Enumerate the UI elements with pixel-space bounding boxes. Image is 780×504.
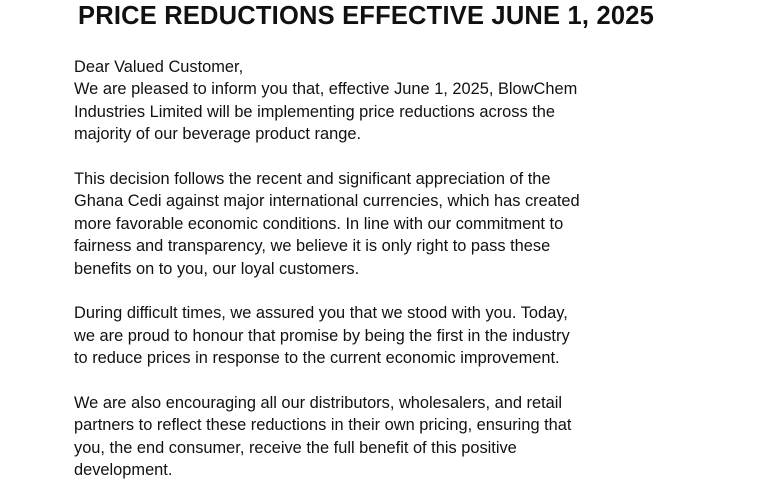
text-line: Ghana Cedi against major international currencies, which has created: [74, 192, 580, 211]
paragraph-partners: [74, 392, 694, 482]
text-line: fairness and transparency, we believe it is only right to pass these: [74, 237, 551, 256]
paragraph-announcement: [74, 78, 694, 145]
text-line: partners to reflect these reductions in their own pricing, ensuring that: [74, 416, 572, 435]
text-line: we are proud to honour that promise by being the first in the industry: [74, 326, 570, 345]
text-line: We are also encouraging all our distributors, wholesalers, and retail: [74, 394, 563, 413]
text-line: majority of our beverage product range.: [74, 125, 361, 144]
text-line: We are pleased to inform you that, effective June 1, 2025, BlowChem: [74, 80, 578, 99]
text-line: development.: [74, 461, 173, 480]
text-line: to reduce prices in response to the current economic improvement.: [74, 349, 560, 368]
text-line: you, the end consumer, receive the full benefit of this positive: [74, 438, 517, 457]
text-line: benefits on to you, our loyal customers.: [74, 259, 360, 278]
text-line: This decision follows the recent and significant appreciation of the: [74, 170, 551, 189]
text-line: During difficult times, we assured you that we stood with you. Today,: [74, 304, 568, 323]
text-line: more favorable economic conditions. In line with our commitment to: [74, 214, 564, 233]
salutation: Dear Valued Customer,: [74, 58, 244, 76]
text-line: Industries Limited will be implementing price reductions across the: [74, 102, 556, 121]
letter-body: [74, 56, 694, 504]
paragraph-reason: [74, 168, 694, 280]
document-title: PRICE REDUCTIONS EFFECTIVE JUNE 1, 2025: [78, 2, 655, 30]
paragraph-promise: [74, 302, 694, 369]
